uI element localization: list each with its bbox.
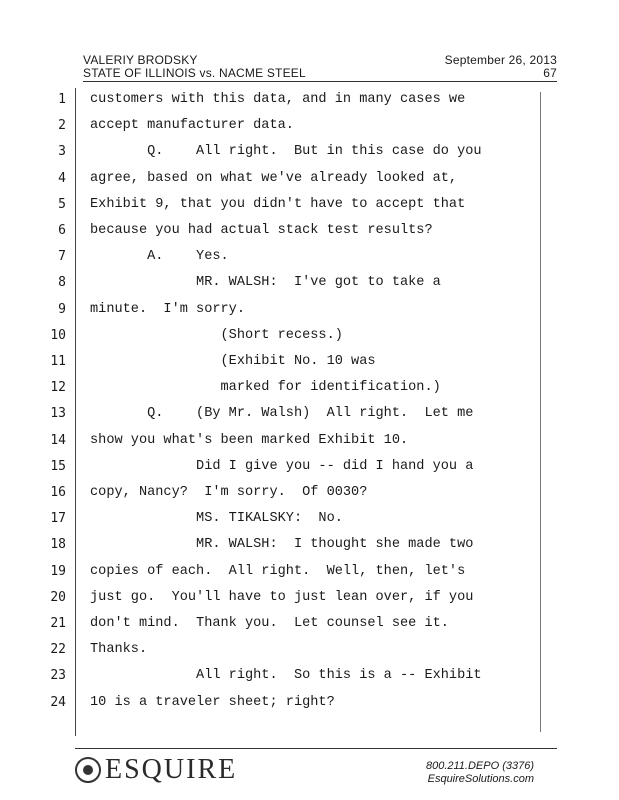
line-text: MR. WALSH: I thought she made two <box>90 537 474 553</box>
line-text: All right. So this is a -- Exhibit <box>90 668 482 684</box>
transcript-line <box>0 507 619 533</box>
transcript-line <box>0 664 619 690</box>
line-text: customers with this data, and in many cases we <box>90 92 466 107</box>
line-number: 10 <box>50 327 66 343</box>
footer-rule <box>75 748 557 749</box>
transcript-line <box>0 691 619 717</box>
transcript-line <box>0 350 619 376</box>
line-text: (Short recess.) <box>90 327 343 343</box>
transcript-line <box>0 402 619 428</box>
page-number: 67 <box>543 66 557 80</box>
line-number: 6 <box>58 223 66 238</box>
transcript-line <box>0 612 619 638</box>
line-text: just go. You'll have to just lean over, if you <box>90 589 474 605</box>
line-number: 22 <box>50 642 66 658</box>
line-text: A. Yes. <box>90 249 229 265</box>
line-number: 1 <box>58 92 66 107</box>
line-text: Exhibit 9, that you didn't have to accept that <box>90 196 466 212</box>
transcript-line <box>0 533 619 559</box>
line-text: Q. All right. But in this case do you <box>90 144 482 160</box>
line-text: show you what's been marked Exhibit 10. <box>90 432 409 448</box>
transcript-line <box>0 271 619 297</box>
line-number: 15 <box>50 458 66 474</box>
line-text: accept manufacturer data. <box>90 118 294 134</box>
transcript-line <box>0 376 619 402</box>
line-number: 12 <box>50 380 66 396</box>
line-text: because you had actual stack test results? <box>90 223 433 238</box>
line-number: 3 <box>58 144 66 160</box>
line-text: 10 is a traveler sheet; right? <box>90 694 335 710</box>
transcript-line <box>0 140 619 166</box>
logo-text: ESQUIRE <box>105 754 238 785</box>
line-text: don't mind. Thank you. Let counsel see it. <box>90 616 449 631</box>
esquire-logo <box>75 754 237 786</box>
line-number: 24 <box>50 694 66 710</box>
transcript-line <box>0 219 619 245</box>
line-number: 17 <box>50 511 66 527</box>
header-rule <box>83 81 557 82</box>
line-text: copies of each. All right. Well, then, let's <box>90 563 466 579</box>
line-text: marked for identification.) <box>90 380 441 396</box>
transcript-line <box>0 638 619 664</box>
line-text: Thanks. <box>90 642 148 658</box>
deposition-date: September 26, 2013 <box>444 53 557 67</box>
transcript-line <box>0 429 619 455</box>
transcript-line <box>0 455 619 481</box>
footer-phone: 800.211.DEPO (3376) <box>425 760 534 772</box>
line-number: 9 <box>58 301 66 317</box>
line-number: 23 <box>50 668 66 684</box>
line-number: 20 <box>50 589 66 605</box>
line-text: MR. WALSH: I've got to take a <box>90 275 441 291</box>
line-text: (Exhibit No. 10 was <box>90 354 376 369</box>
header-right <box>445 54 557 80</box>
line-number: 14 <box>50 432 66 448</box>
transcript-line <box>0 245 619 271</box>
transcript-line <box>0 114 619 140</box>
footer-website: EsquireSolutions.com <box>427 773 534 785</box>
line-text: minute. I'm sorry. <box>90 301 245 317</box>
transcript-line <box>0 167 619 193</box>
transcript-line <box>0 88 619 114</box>
line-number: 16 <box>50 485 66 500</box>
case-title: STATE OF ILLINOIS vs. NACME STEEL <box>83 66 306 80</box>
line-text: copy, Nancy? I'm sorry. Of 0030? <box>90 485 368 500</box>
footer-contact <box>426 760 534 786</box>
line-number: 13 <box>50 406 66 422</box>
transcript-line <box>0 324 619 350</box>
line-number: 11 <box>50 354 66 369</box>
line-text: MS. TIKALSKY: No. <box>90 511 343 527</box>
transcript-line <box>0 481 619 507</box>
line-number: 2 <box>58 118 66 134</box>
line-text: agree, based on what we've already looked at, <box>90 170 458 186</box>
line-number: 8 <box>58 275 66 291</box>
line-number: 5 <box>58 196 66 212</box>
line-number: 19 <box>50 563 66 579</box>
logo-seal-icon <box>75 757 101 783</box>
line-number: 21 <box>50 616 66 631</box>
transcript-line <box>0 298 619 324</box>
transcript-line <box>0 586 619 612</box>
transcript-line <box>0 560 619 586</box>
line-text: Did I give you -- did I hand you a <box>90 458 474 474</box>
line-text: Q. (By Mr. Walsh) All right. Let me <box>90 406 474 422</box>
header-left <box>83 54 306 80</box>
witness-name: VALERIY BRODSKY <box>83 53 198 67</box>
line-number: 7 <box>58 249 66 265</box>
line-number: 4 <box>58 170 66 186</box>
transcript-line <box>0 193 619 219</box>
line-number: 18 <box>50 537 66 553</box>
